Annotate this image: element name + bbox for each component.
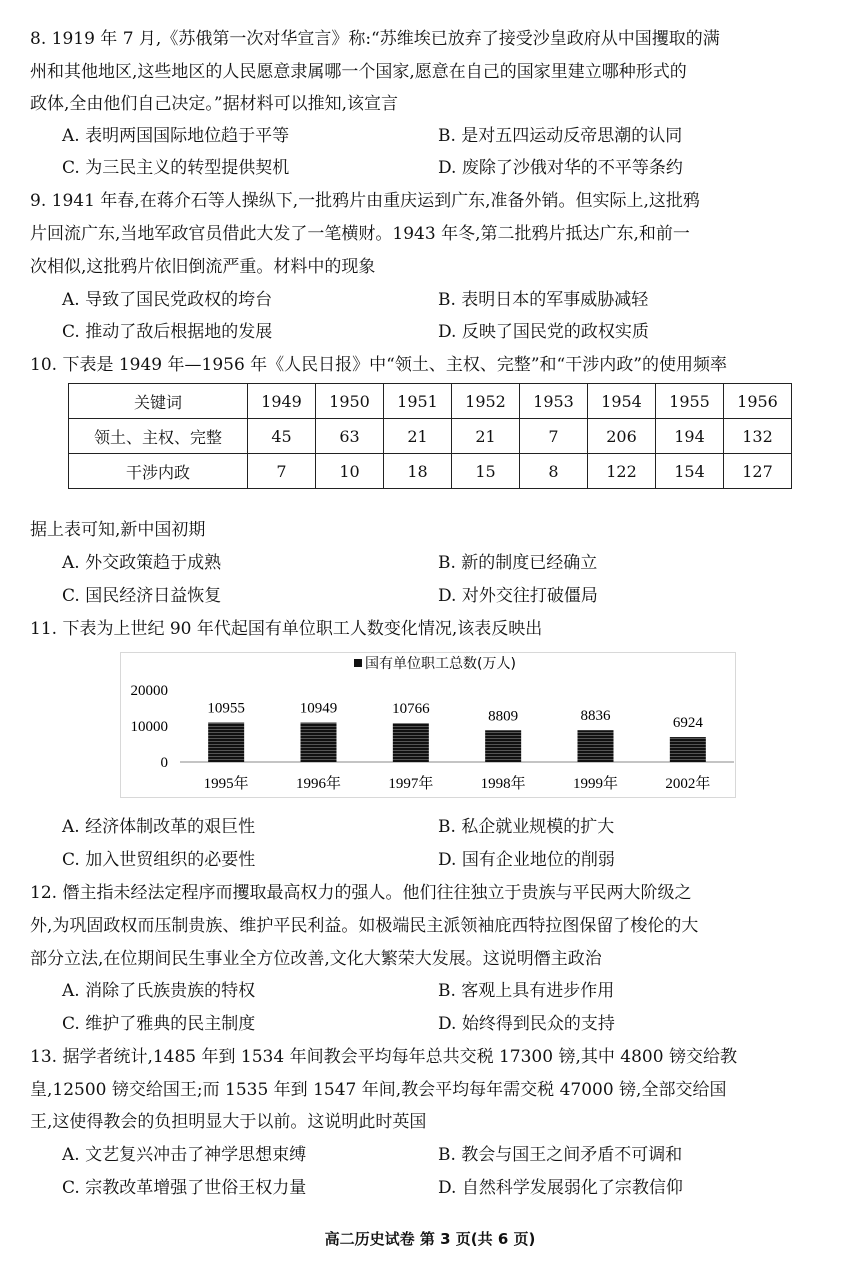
table-cell: 领土、主权、完整 [69, 419, 248, 454]
bar [485, 730, 521, 762]
q9-stem-line-3: 次相似,这批鸦片依旧倒流严重。材料中的现象 [30, 257, 376, 277]
table-cell: 7 [248, 454, 316, 489]
q9-stem-line-1: 9. 1941 年春,在蒋介石等人操纵下,一批鸦片由重庆运到广东,准备外销。但实际上,这批鸦 [30, 191, 700, 211]
q9-option-a: A. 导致了国民党政权的垮台 [62, 290, 273, 310]
table-header-cell: 1950 [316, 384, 384, 419]
x-tick-label: 1997年 [388, 776, 434, 792]
q11-option-a: A. 经济体制改革的艰巨性 [62, 817, 256, 837]
table-cell: 21 [384, 419, 452, 454]
table-row [69, 419, 792, 454]
q11-option-c: C. 加入世贸组织的必要性 [62, 850, 256, 870]
table-cell: 18 [384, 454, 452, 489]
table-header-cell: 1953 [520, 384, 588, 419]
q8-stem-line-1: 8. 1919 年 7 月,《苏俄第一次对华宣言》称:“苏维埃已放弃了接受沙皇政府从中国攫取的满 [30, 29, 720, 49]
bar-value-label: 10955 [207, 700, 245, 717]
table-cell: 10 [316, 454, 384, 489]
q11-option-b: B. 私企就业规模的扩大 [438, 817, 615, 837]
table-header-cell: 1955 [656, 384, 724, 419]
q12-stem-line-1: 12. 僭主指未经法定程序而攫取最高权力的强人。他们往往独立于贵族与平民两大阶级之 [30, 883, 692, 903]
bar [670, 737, 706, 762]
table-header-cell: 1956 [724, 384, 792, 419]
q8-option-c: C. 为三民主义的转型提供契机 [62, 158, 290, 178]
bar-value-label: 8809 [488, 708, 519, 725]
q8-stem-line-3: 政体,全由他们自己决定。”据材料可以推知,该宣言 [30, 94, 398, 114]
bar-value-label: 6924 [672, 715, 703, 732]
table-cell: 7 [520, 419, 588, 454]
y-tick-label: 10000 [130, 719, 168, 735]
bar-value-label: 10949 [299, 700, 338, 717]
page-footer: 高二历史试卷 第 3 页(共 6 页) [324, 1230, 536, 1248]
q13-stem-line-1: 13. 据学者统计,1485 年到 1534 年间教会平均每年总共交税 17300 镑,其中 4800 镑交给教 [30, 1047, 737, 1067]
q10-stem: 10. 下表是 1949 年—1956 年《人民日报》中“领土、主权、完整”和“干涉内政”的使用频率 [30, 355, 727, 375]
table-row [69, 454, 792, 489]
q12-stem-line-3: 部分立法,在位期间民生事业全方位改善,文化大繁荣大发展。这说明僭主政治 [30, 949, 602, 969]
x-tick-label: 1998年 [480, 776, 526, 792]
table-header-cell: 1952 [452, 384, 520, 419]
x-tick-label: 1999年 [572, 776, 619, 792]
bar [301, 723, 337, 762]
table-cell: 干涉内政 [69, 454, 248, 489]
x-tick-label: 2002年 [665, 776, 711, 792]
q10-option-b: B. 新的制度已经确立 [438, 553, 598, 573]
q9-option-b: B. 表明日本的军事威胁减轻 [438, 290, 649, 310]
bar-value-label: 8836 [580, 708, 611, 725]
q9-option-c: C. 推动了敌后根据地的发展 [62, 322, 273, 342]
table-cell: 21 [452, 419, 520, 454]
q8-stem-line-2: 州和其他地区,这些地区的人民愿意隶属哪一个国家,愿意在自己的国家里建立哪种形式的 [30, 62, 687, 82]
legend-swatch [354, 659, 362, 667]
q10-option-a: A. 外交政策趋于成熟 [62, 553, 222, 573]
y-tick-label: 0 [160, 755, 168, 771]
q13-option-a: A. 文艺复兴冲击了神学思想束缚 [62, 1145, 307, 1165]
y-tick-label: 20000 [130, 683, 168, 699]
q13-stem-line-2: 皇,12500 镑交给国王;而 1535 年到 1547 年间,教会平均每年需交税 47000 镑,全部交给国 [30, 1080, 727, 1100]
chart-legend-label: 国有单位职工总数(万人) [365, 656, 516, 672]
q9-option-d: D. 反映了国民党的政权实质 [438, 322, 649, 342]
table-cell: 8 [520, 454, 588, 489]
q13-option-b: B. 教会与国王之间矛盾不可调和 [438, 1145, 683, 1165]
table-cell: 122 [588, 454, 656, 489]
table-header-cell: 关键词 [69, 384, 248, 419]
q12-option-b: B. 客观上具有进步作用 [438, 981, 615, 1001]
q12-option-a: A. 消除了氏族贵族的特权 [62, 981, 256, 1001]
table-cell: 206 [588, 419, 656, 454]
q10-option-d: D. 对外交往打破僵局 [438, 586, 598, 606]
q11-option-d: D. 国有企业地位的削弱 [438, 850, 615, 870]
q9-stem-line-2: 片回流广东,当地军政官员借此大发了一笔横财。1943 年冬,第二批鸦片抵达广东,和前一 [30, 224, 690, 244]
employee-count-bar-chart [120, 652, 736, 798]
q13-option-d: D. 自然科学发展弱化了宗教信仰 [438, 1178, 683, 1198]
q12-option-d: D. 始终得到民众的支持 [438, 1014, 615, 1034]
q11-stem: 11. 下表为上世纪 90 年代起国有单位职工人数变化情况,该表反映出 [30, 619, 543, 639]
table-header-cell: 1949 [248, 384, 316, 419]
table-cell: 15 [452, 454, 520, 489]
bar-value-label: 10766 [392, 701, 430, 718]
table-header-cell: 1954 [588, 384, 656, 419]
q8-option-b: B. 是对五四运动反帝思潮的认同 [438, 126, 683, 146]
table-cell: 127 [724, 454, 792, 489]
q10-option-c: C. 国民经济日益恢复 [62, 586, 222, 606]
q12-option-c: C. 维护了雅典的民主制度 [62, 1014, 256, 1034]
x-tick-label: 1996年 [295, 776, 342, 792]
bar [393, 723, 429, 762]
bar [208, 723, 244, 762]
q13-stem-line-3: 王,这使得教会的负担明显大于以前。这说明此时英国 [30, 1112, 427, 1132]
table-header-row [69, 384, 792, 419]
table-cell: 132 [724, 419, 792, 454]
q10-after-table: 据上表可知,新中国初期 [30, 520, 206, 540]
q13-option-c: C. 宗教改革增强了世俗王权力量 [62, 1178, 307, 1198]
table-cell: 45 [248, 419, 316, 454]
table-cell: 63 [316, 419, 384, 454]
table-header-cell: 1951 [384, 384, 452, 419]
bar [578, 730, 614, 762]
table-cell: 194 [656, 419, 724, 454]
q8-option-d: D. 废除了沙俄对华的不平等条约 [438, 158, 683, 178]
keyword-frequency-table [68, 383, 792, 489]
table-cell: 154 [656, 454, 724, 489]
q12-stem-line-2: 外,为巩固政权而压制贵族、维护平民利益。如极端民主派领袖庇西特拉图保留了梭伦的大 [30, 916, 699, 936]
q8-option-a: A. 表明两国国际地位趋于平等 [62, 126, 290, 146]
x-tick-label: 1995年 [203, 776, 249, 792]
